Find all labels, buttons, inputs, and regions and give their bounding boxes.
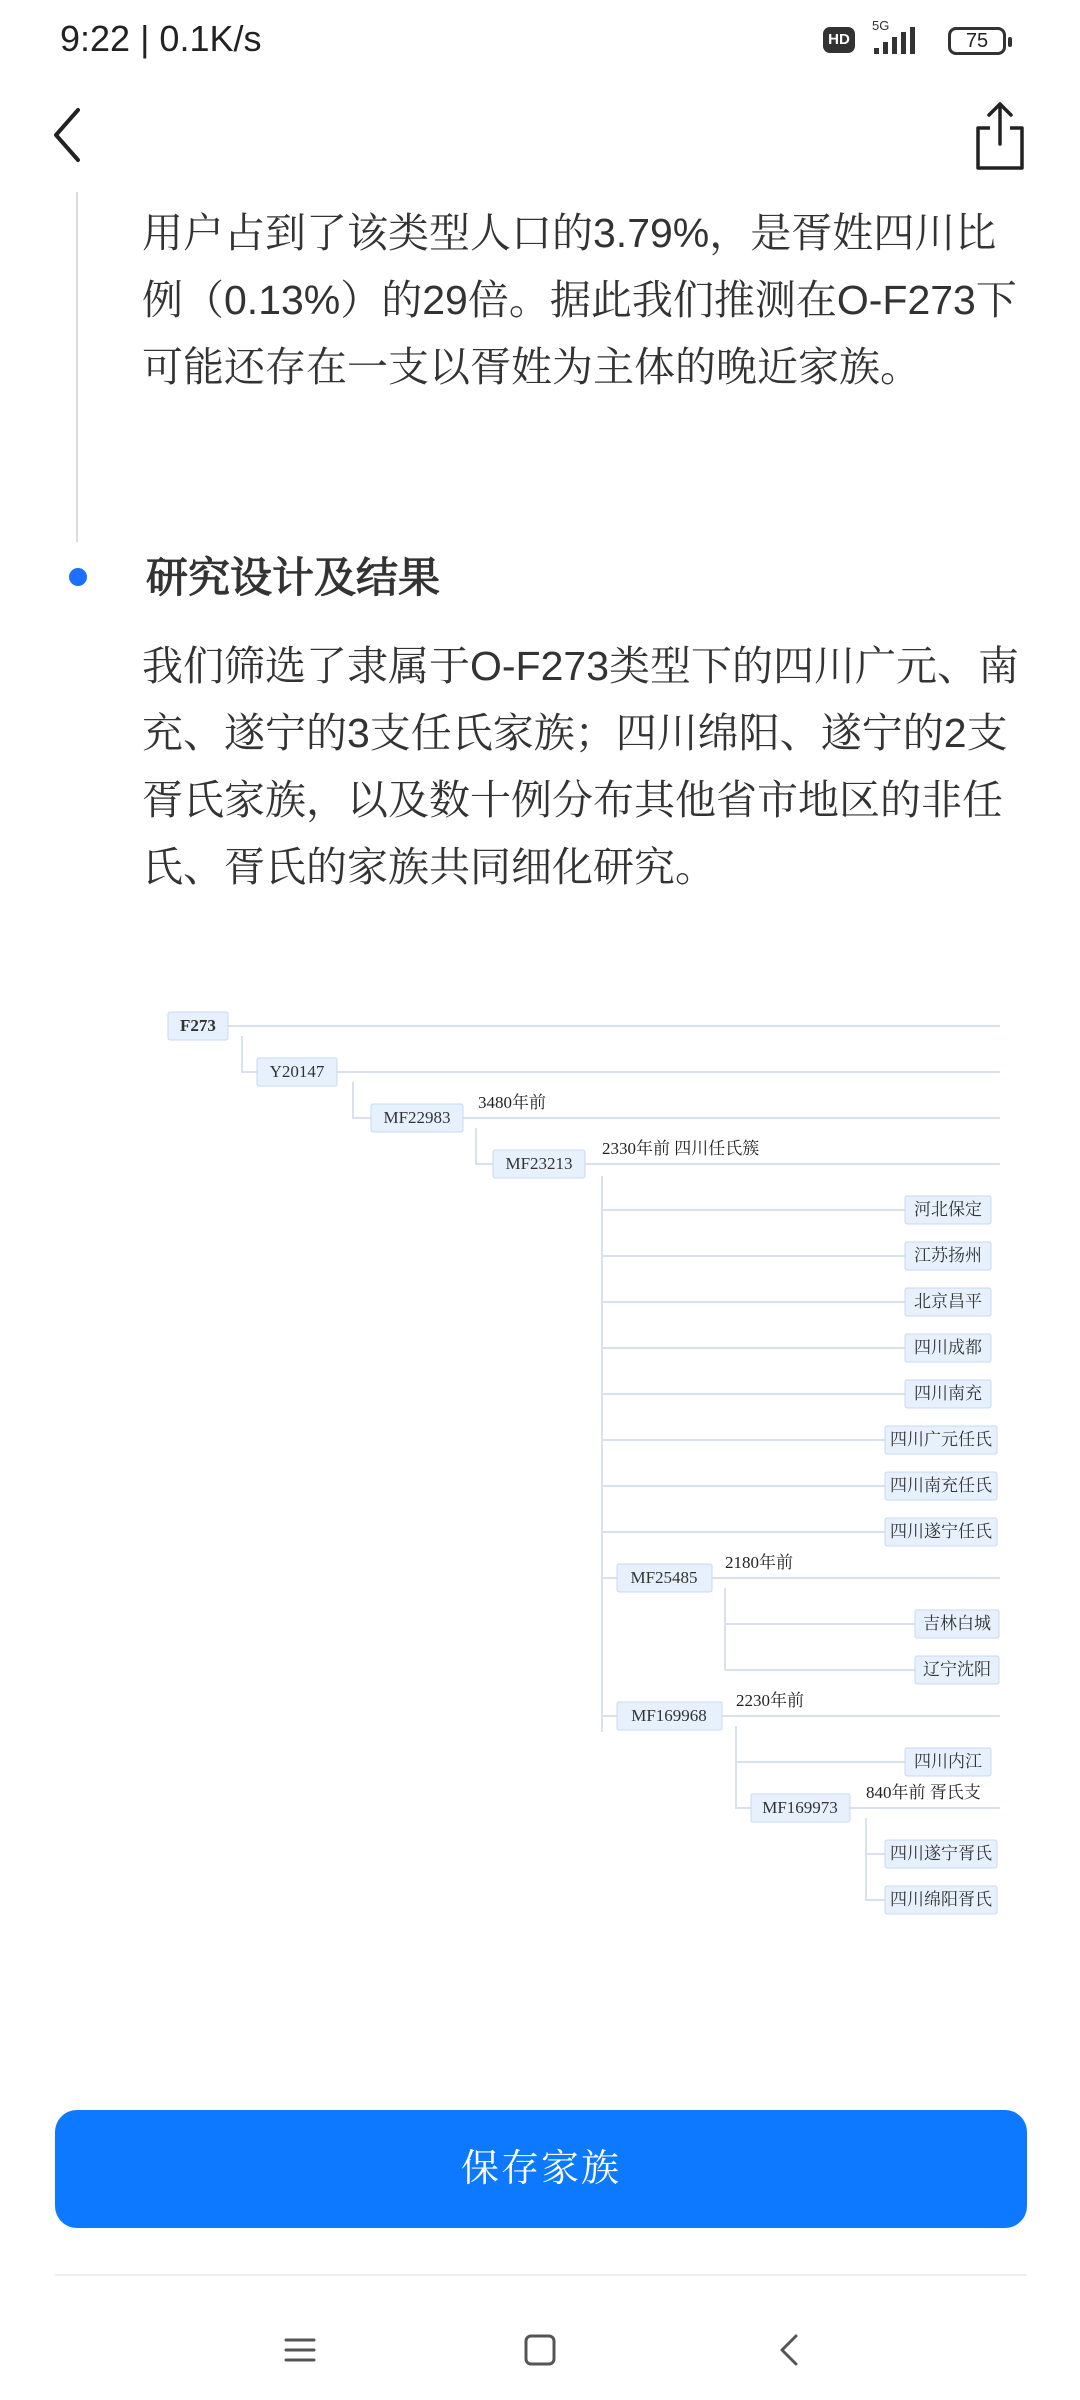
tree-leaf [885, 1840, 997, 1868]
save-family-button[interactable]: 保存家族 [55, 2110, 1027, 2228]
tree-leaf [905, 1380, 991, 1408]
svg-text:四川成都: 四川成都 [914, 1338, 982, 1357]
network-label: 5G [872, 18, 890, 33]
svg-text:F273: F273 [180, 1016, 216, 1035]
tree-leaf [885, 1886, 997, 1914]
svg-text:四川南充任氏: 四川南充任氏 [890, 1476, 992, 1495]
timeline-line [76, 192, 78, 542]
section-heading: 研究设计及结果 [146, 554, 441, 601]
svg-text:四川遂宁任氏: 四川遂宁任氏 [890, 1522, 992, 1541]
svg-text:辽宁沈阳: 辽宁沈阳 [923, 1660, 991, 1679]
haplogroup-tree-diagram [160, 990, 1010, 1920]
svg-text:MF169973: MF169973 [762, 1798, 838, 1817]
tree-leaf [905, 1196, 991, 1224]
timeline-dot [69, 568, 87, 586]
tree-node-mf169973 [751, 1794, 850, 1822]
tree-leaf [905, 1288, 991, 1316]
status-time: 9:22 | 0.1K/s [60, 18, 262, 59]
tree-leaf [915, 1656, 999, 1684]
svg-text:四川绵阳胥氏: 四川绵阳胥氏 [890, 1890, 992, 1909]
tree-note-mf169973: 840年前 胥氏支 [866, 1783, 981, 1802]
tree-leaf [905, 1242, 991, 1270]
design-paragraph: 我们筛选了隶属于O-F273类型下的四川广元、南充、遂宁的3支任氏家族；四川绵阳、遂宁的2支胥氏家族，以及数十例分布其他省市地区的非任氏、胥氏的家族共同细化研究。 [142, 643, 1019, 890]
svg-text:MF22983: MF22983 [383, 1108, 451, 1127]
back-triangle-icon[interactable] [760, 2320, 820, 2380]
svg-text:四川南充: 四川南充 [914, 1384, 982, 1403]
menu-icon[interactable] [270, 2320, 330, 2380]
svg-text:四川广元任氏: 四川广元任氏 [890, 1430, 992, 1449]
tree-node-mf169968 [617, 1702, 722, 1730]
tree-node-f273 [168, 1012, 228, 1040]
signal-icon [866, 18, 936, 58]
status-bar [0, 0, 1080, 82]
hd-badge: HD [823, 27, 855, 53]
svg-text:Y20147: Y20147 [269, 1062, 325, 1081]
home-square-icon[interactable] [510, 2320, 570, 2380]
tree-note-mf169968: 2230年前 [736, 1691, 804, 1710]
svg-text:吉林白城: 吉林白城 [923, 1614, 991, 1633]
tree-node-mf22983 [371, 1104, 463, 1132]
battery-icon: 75 [948, 27, 1006, 55]
tree-note-mf25485: 2180年前 [725, 1553, 793, 1572]
svg-text:四川遂宁胥氏: 四川遂宁胥氏 [890, 1844, 992, 1863]
chevron-left-icon[interactable] [42, 100, 102, 170]
tree-note-mf22983: 3480年前 [478, 1093, 546, 1112]
svg-text:MF169968: MF169968 [631, 1706, 707, 1725]
svg-text:北京昌平: 北京昌平 [914, 1292, 982, 1311]
svg-text:江苏扬州: 江苏扬州 [914, 1246, 982, 1265]
share-icon[interactable] [970, 96, 1030, 176]
tree-node-y20147 [257, 1058, 337, 1086]
tree-leaf [885, 1426, 997, 1454]
bottom-divider [55, 2274, 1027, 2276]
svg-text:河北保定: 河北保定 [914, 1200, 982, 1219]
svg-text:MF23213: MF23213 [505, 1154, 573, 1173]
tree-note-mf23213: 2330年前 四川任氏簇 [602, 1139, 760, 1158]
svg-text:四川内江: 四川内江 [914, 1752, 982, 1771]
tree-node-mf25485 [617, 1564, 712, 1592]
tree-leaf [905, 1334, 991, 1362]
intro-paragraph: 用户占到了该类型人口的3.79%，是胥姓四川比例（0.13%）的29倍。据此我们推测在O-F273下可能还存在一支以胥姓为主体的晚近家族。 [142, 210, 1017, 390]
tree-node-mf23213 [493, 1150, 585, 1178]
tree-leaf [885, 1472, 997, 1500]
svg-text:MF25485: MF25485 [630, 1568, 698, 1587]
tree-leaf [905, 1748, 991, 1776]
tree-leaf [885, 1518, 997, 1546]
tree-leaf [915, 1610, 999, 1638]
system-nav-bar [0, 2300, 1080, 2400]
